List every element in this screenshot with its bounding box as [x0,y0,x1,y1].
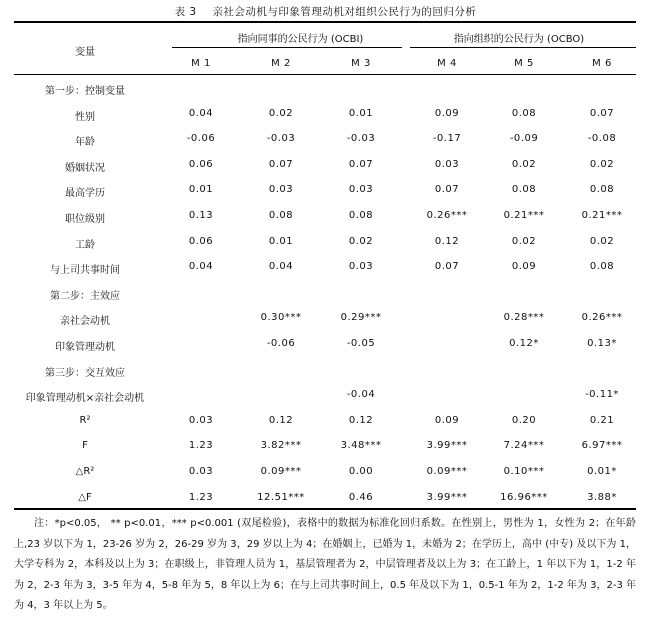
table-cell: 12.51*** [257,491,305,503]
table-cell: 3.48*** [340,440,382,452]
table-cell: 0.26*** [581,312,623,324]
table-cell: 0.02 [589,235,615,247]
table-cell: 0.09 [434,107,460,119]
table-cell: 0.12 [434,235,460,247]
table-cell: 0.07 [589,107,615,119]
group-rule-ocbo [410,47,636,48]
model-header: M 2 [271,58,291,69]
table-cell: 0.01 [188,184,214,196]
section-label: 第一步：控制变量 [45,86,125,97]
variable-label: 亲社会动机 [60,316,110,328]
table-cell: 1.23 [188,440,214,452]
table-cell: 0.04 [268,261,294,273]
group-header-ocbo: 指向组织的公民行为 (OCBO) [453,34,585,45]
table-cell: 0.21*** [581,210,623,221]
table-cell: -0.17 [432,133,462,145]
model-header: M 4 [437,58,457,69]
variable-label: 印象管理动机 [55,342,115,353]
table-cell: 0.03 [434,158,460,170]
table-cell: 7.24*** [503,440,545,452]
table-cell: 0.21 [589,414,615,426]
table-cell: 3.82*** [260,440,302,452]
table-cell: 0.04 [188,261,214,273]
table-cell: 0.29*** [340,312,382,324]
variable-label: 年龄 [75,137,95,149]
table-cell: 0.46 [348,491,374,503]
top-rule [14,21,636,23]
model-header: M 3 [351,58,371,69]
table-cell: -0.09 [509,133,539,145]
variable-label: 职位级别 [65,214,105,225]
table-cell: 0.07 [268,158,294,170]
table-cell: 0.12 [348,414,374,426]
table-cell: 0.08 [268,210,294,221]
table-cell: 0.08 [589,261,615,273]
table-cell: 6.97*** [581,440,623,452]
table-cell: 0.04 [188,107,214,119]
section-label: 第二步：主效应 [50,290,120,302]
table-cell: 0.03 [348,184,374,196]
variable-label: 最高学历 [65,188,105,200]
table-cell: 0.12 [268,414,294,426]
table-cell: 0.03 [188,466,214,477]
variable-label: R² [79,414,91,426]
variable-label: 婚姻状况 [65,162,105,174]
table-cell: 0.02 [348,235,374,247]
table-cell: 0.09 [434,414,460,426]
variable-label: 印象管理动机×亲社会动机 [25,393,145,405]
table-cell: 3.88* [587,491,617,503]
table-caption [0,4,651,19]
bottom-rule [14,508,636,510]
table-cell: 0.03 [268,184,294,196]
variable-label: F [82,440,88,452]
header-rule [14,74,636,75]
table-cell: 0.02 [511,235,537,247]
table-cell: 0.07 [348,158,374,170]
table-cell: 0.00 [348,466,374,477]
table-cell: -0.11* [585,389,619,401]
variable-label: 与上司共事时间 [50,265,120,277]
table-cell: -0.06 [266,338,296,349]
table-cell: 0.07 [434,261,460,273]
table-number: 表 3 [174,6,197,18]
model-header: M 1 [191,58,211,69]
table-cell: 0.13 [188,210,214,221]
table-cell: 3.99*** [426,440,468,452]
table-cell: 0.06 [188,158,214,170]
variable-label: 工龄 [75,239,95,251]
table-cell: 0.08 [511,184,537,196]
model-header: M 5 [514,58,534,69]
table-title: 亲社会动机与印象管理动机对组织公民行为的回归分析 [212,6,477,18]
table-cell: 0.01 [348,107,374,119]
table-cell: -0.04 [346,389,376,401]
table-cell: 0.30*** [260,312,302,324]
table-cell: 3.99*** [426,491,468,503]
section-label: 第三步：交互效应 [45,367,125,379]
table-cell: 16.96*** [500,491,548,503]
table-cell: -0.08 [587,133,617,145]
table-cell: 1.23 [188,491,214,503]
table-cell: 0.06 [188,235,214,247]
table-cell: -0.03 [266,133,296,145]
table-cell: 0.03 [188,414,214,426]
group-header-ocbi: 指向同事的公民行为 (OCBI) [237,34,364,45]
table-cell: 0.08 [511,107,537,119]
table-cell: 0.21*** [503,210,545,221]
table-cell: 0.12* [509,338,539,349]
table-cell: 0.26*** [426,210,468,221]
model-header: M 6 [592,58,612,69]
table-cell: -0.03 [346,133,376,145]
group-rule-ocbi [172,47,402,48]
table-cell: 0.20 [511,414,537,426]
table-cell: 0.03 [348,261,374,273]
table-cell: 0.09 [511,261,537,273]
variable-label: △R² [75,466,95,477]
variable-label: 性别 [75,111,95,123]
table-cell: 0.28*** [503,312,545,324]
table-cell: 0.01 [268,235,294,247]
variable-label: △F [78,491,92,503]
variable-header: 变量 [75,47,95,58]
table-cell: -0.05 [346,338,376,349]
table-cell: 0.13* [587,338,617,349]
table-cell: 0.01* [587,466,617,477]
table-cell: 0.02 [268,107,294,119]
table-cell: 0.09*** [260,466,302,477]
table-cell: -0.06 [186,133,216,145]
table-cell: 0.09*** [426,466,468,477]
table-cell: 0.02 [589,158,615,170]
table-cell: 0.10*** [503,466,545,477]
table-cell: 0.08 [348,210,374,221]
table-cell: 0.07 [434,184,460,196]
table-note: 注：*p<0.05， ** p<0.01，*** p<0.001 (双尾检验)，表格中的数据为标准化回归系数。在性别上，男性为 1，女性为 2；在年龄上,23 岁以下为 1，23-26 岁为 2，26-29 岁为 3，29 岁以上为 4；在婚姻上，已婚为 1，未婚为 2；在学历上，高中 (中专) 及以下为 1，大学专科为 2，本科及以上为 3；在职级上，非管理人员为 1，基层管理者为 2，中层管理者及以上为 3；在工龄上，1 年以下为 1，1-2 年为 2，2-3 年为 3，3-5 年为 4，5-8 年为 5，8 年以上为 6；在与上司共事时间上，0.5 年及以下为 1，0.5-1 年为 2，1-2 年为 3，2-3 年为 4，3 年以上为 5。 [14,518,636,611]
table-cell: 0.02 [511,158,537,170]
table-cell: 0.08 [589,184,615,196]
